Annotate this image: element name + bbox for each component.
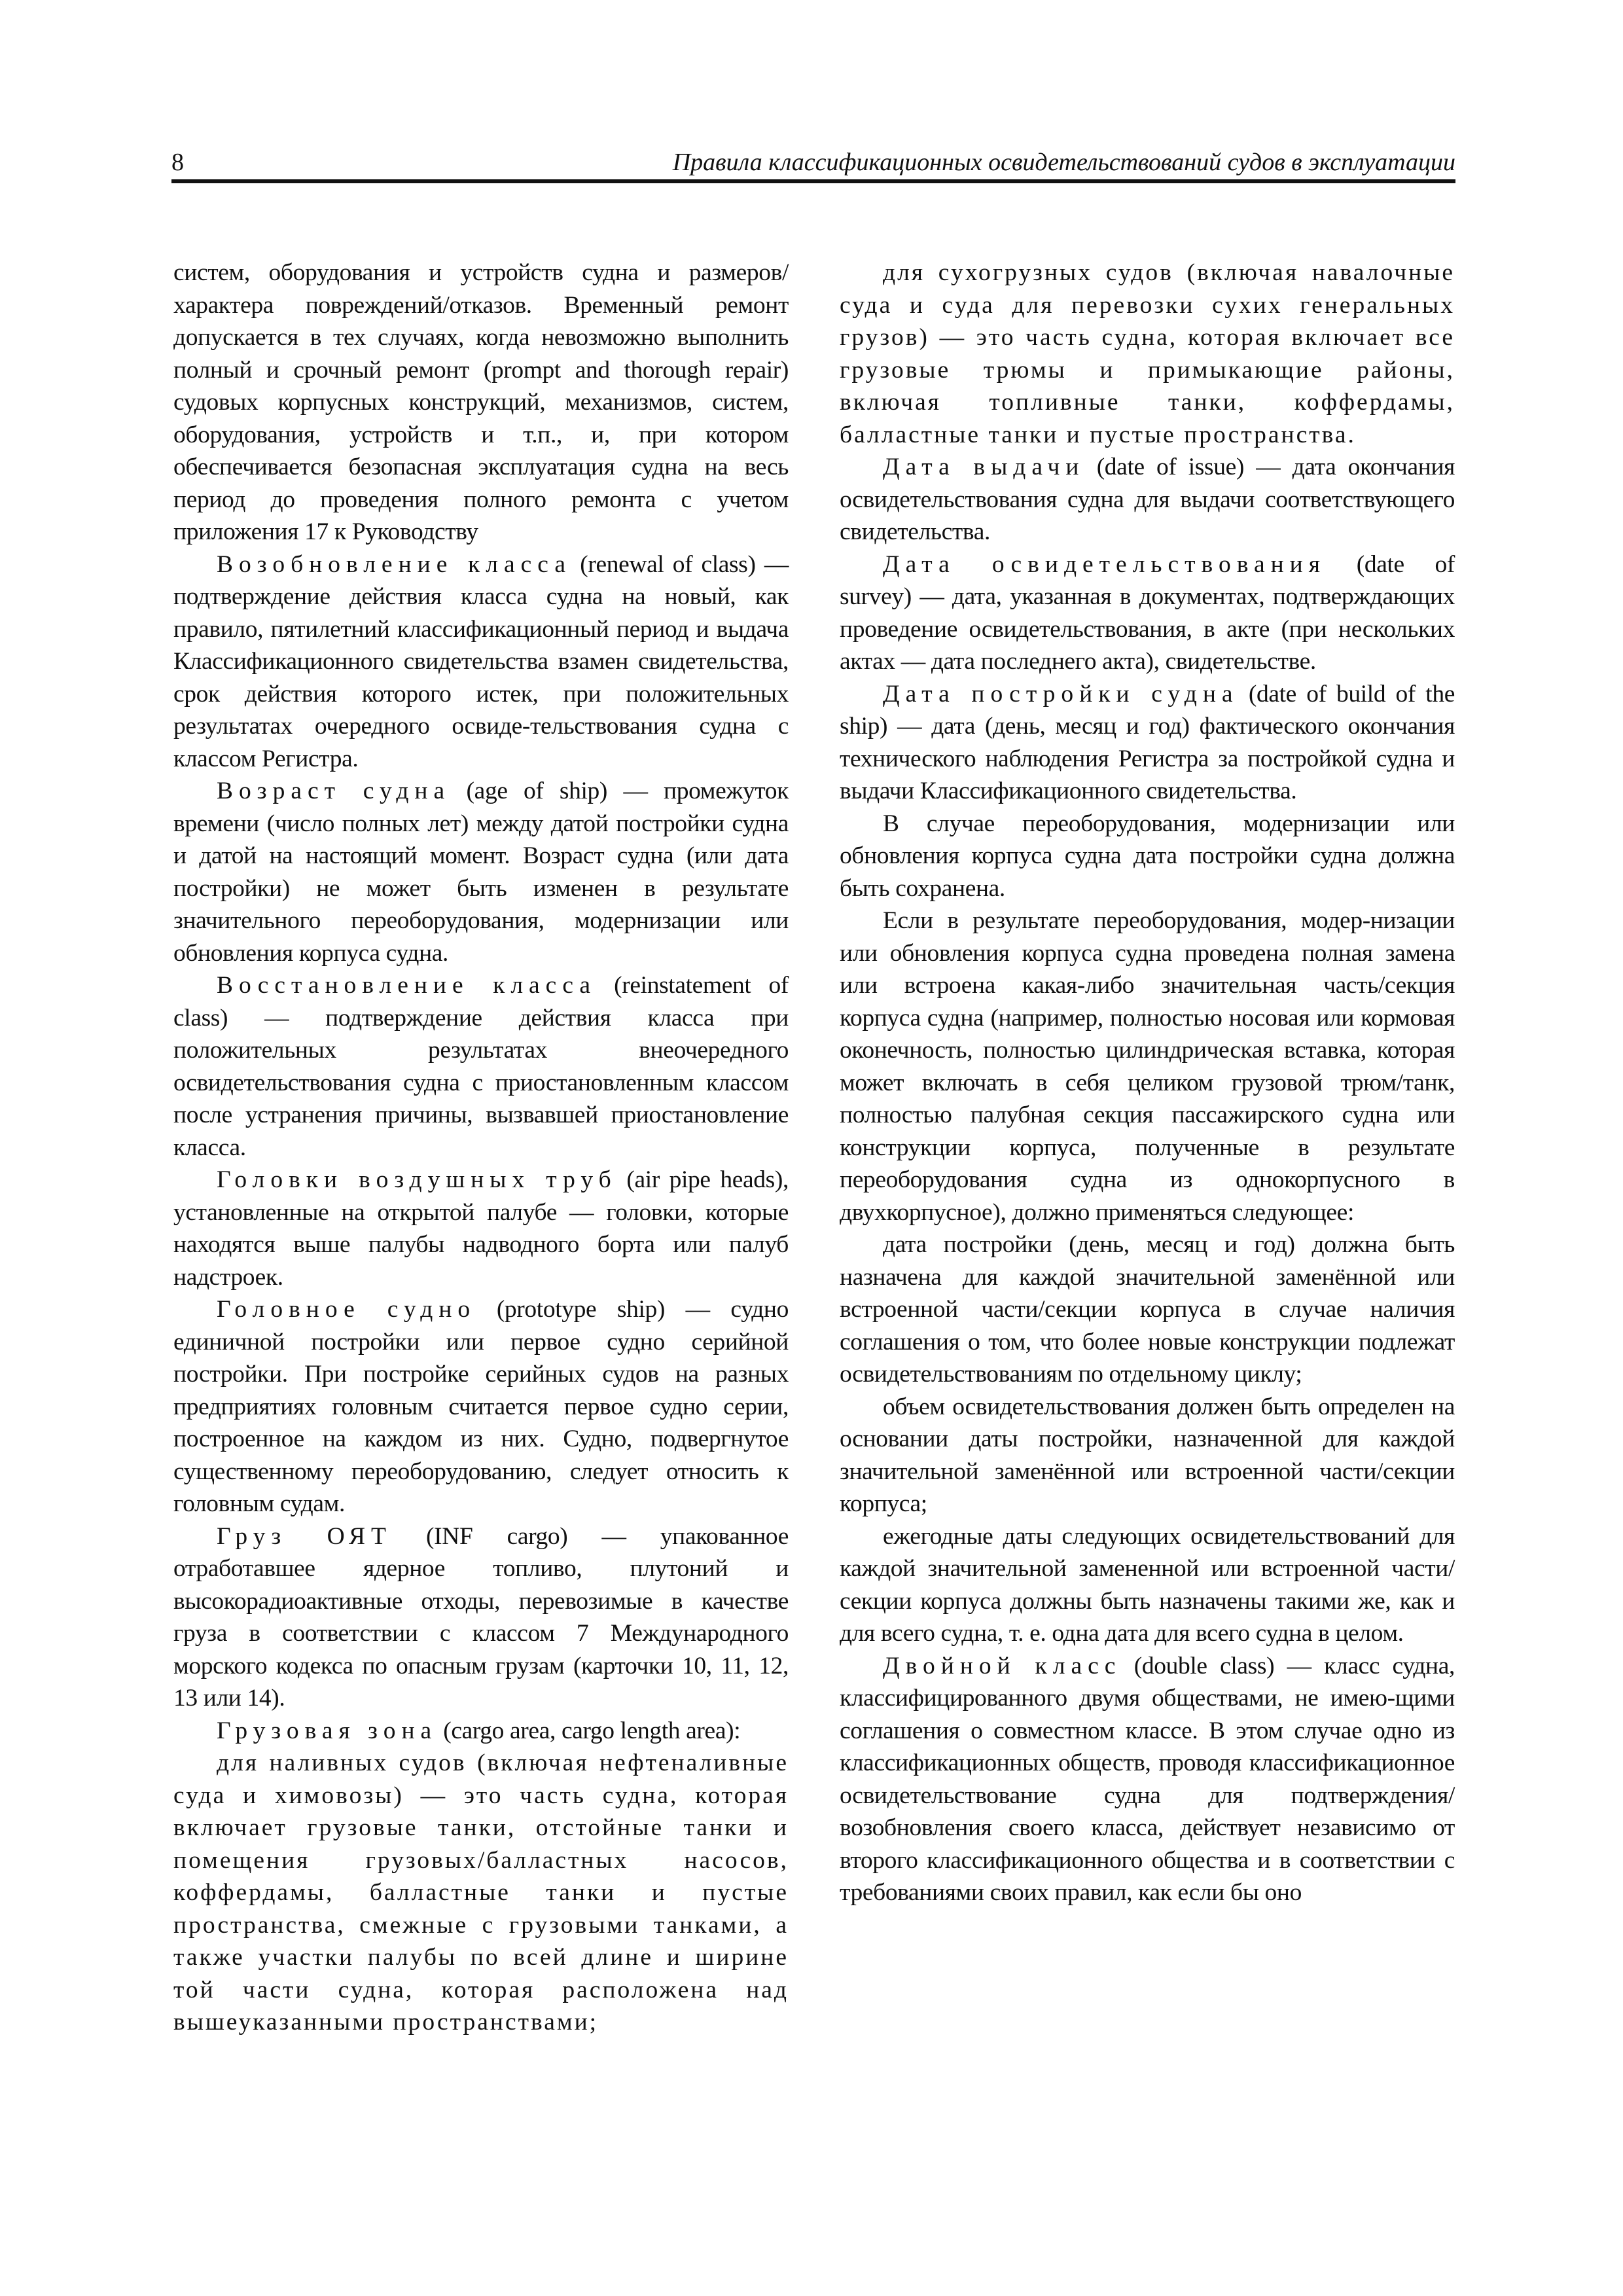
definition-text: (cargo area, cargo length area): bbox=[437, 1717, 741, 1744]
paragraph: систем, оборудования и устройств судна и размеров/характера повреждений/отказов. Временный ремонт допускается в тех случаях, когда невозможно выполнить полный и срочный ремонт (prompt and thorough repair) судовых корпусных конструкций, механизмов, систем, оборудования, устройств и т.п., и, при котором обеспечивается безопасная эксплуатация судна на весь период до проведения полного ремонта с учетом приложения 17 к Руководству bbox=[173, 259, 789, 545]
defined-term: Головки воздушных труб bbox=[217, 1166, 617, 1193]
definition-text: (reinstatement of class) — подтверждение действия класса при положительных результатах внеочередного освидетельствования судна с приостановленным классом после устранения причины, вызвавшей приостановление класса. bbox=[173, 972, 789, 1161]
definition-paragraph bbox=[173, 1715, 789, 1748]
defined-term: Возобновление класса bbox=[217, 550, 571, 578]
right-column bbox=[840, 257, 1455, 1909]
definition-text: (renewal of class) — подтверждение действия класса судна на новый, как правило, пятилетний классификационный период и выдача Классификационного свидетельства взамен свидетельства, срок действия которого истек, при положительных результатах очередного освиде-тельствования судна с классом Регистра. bbox=[173, 550, 789, 772]
paragraph: В случае переоборудования, модернизации или обновления корпуса судна дата постройки судна должна быть сохранена. bbox=[840, 810, 1455, 902]
definition-text: (date of issue) — дата окончания освидетельствования судна для выдачи соответствующего свидетельства. bbox=[840, 454, 1455, 545]
paragraph: объем освидетельствования должен быть определен на основании даты постройки, назначенной для каждой значительной заменённой или встроенной части/секции корпуса; bbox=[840, 1393, 1455, 1517]
defined-term: Груз ОЯТ bbox=[217, 1522, 392, 1550]
definition-paragraph bbox=[840, 548, 1455, 678]
definition-paragraph bbox=[840, 1650, 1455, 1909]
definition-paragraph bbox=[840, 451, 1455, 548]
defined-term: Восстановление класса bbox=[217, 972, 597, 999]
definition-paragraph bbox=[173, 1293, 789, 1520]
paragraph: ежегодные даты следующих освидетельствований для каждой значительной замененной или встроенной части/секции корпуса должны быть назначены такими же, как и для всего судна, т. е. одна дата для всего судна в целом. bbox=[840, 1522, 1455, 1647]
defined-term: Дата выдачи bbox=[883, 454, 1085, 480]
defined-term: Грузовая зона bbox=[217, 1717, 438, 1744]
paragraph: для сухогрузных судов (включая навалочные суда и суда для перевозки сухих генеральных грузов) — это часть судна, которая включает все грузовые трюмы и примыкающие районы, включая топливные танки, коффердамы, балластные танки и пустые пространства. bbox=[840, 259, 1455, 448]
defined-term: Дата освидетельствования bbox=[883, 550, 1326, 578]
defined-term: Возраст судна bbox=[217, 778, 451, 804]
paragraph: для наливных судов (включая нефтеналивные суда и химовозы) — это часть судна, которая включает грузовые танки, отстойные танки и помещения грузовых/балластных насосов, коффердамы, балластные танки и пустые пространства, смежные с грузовыми танками, а также участки палубы по всей длине и ширине той части судна, которая расположена над вышеуказанными пространствами; bbox=[173, 1749, 789, 2036]
running-title: Правила классификационных освидетельствований судов в эксплуатации bbox=[672, 149, 1455, 176]
definition-text: (prototype ship) — судно единичной постройки или первое судно серийной постройки. При постройке серийных судов на разных предприятиях головным считается первое судно серии, построенное на каждом из них. Судно, подвергнутое существенному переоборудованию, следует относить к головным судам. bbox=[173, 1296, 789, 1517]
page-number: 8 bbox=[171, 149, 184, 176]
header-rule bbox=[171, 179, 1455, 183]
definition-paragraph bbox=[840, 678, 1455, 808]
page-header bbox=[171, 145, 1455, 179]
definition-text: (date of survey) — дата, указанная в документах, подтверждающих проведение освидетельствования, в акте (при нескольких актах — дата последнего акта), свидетельстве. bbox=[840, 550, 1455, 675]
definition-paragraph bbox=[173, 969, 789, 1164]
defined-term: Головное судно bbox=[217, 1296, 476, 1323]
definition-text: (date of build of the ship) — дата (день, месяц и год) фактического окончания технического наблюдения Регистра за постройкой судна и выдачи Классификационного свидетельства. bbox=[840, 680, 1455, 804]
defined-term: Двойной класс bbox=[883, 1652, 1122, 1679]
definition-text: (age of ship) — промежуток времени (число полных лет) между датой постройки судна и датой на настоящий момент. Возраст судна (или дата постройки) не может быть изменен в результате значительного переоборудования, модернизации или обновления корпуса судна. bbox=[173, 778, 789, 967]
definition-paragraph bbox=[173, 775, 789, 969]
paragraph: дата постройки (день, месяц и год) должна быть назначена для каждой значительной заменённой или встроенной части/секции корпуса в случае наличия соглашения о том, что более новые конструкции подлежат освидетельствованиям по отдельному циклу; bbox=[840, 1231, 1455, 1388]
definition-paragraph bbox=[173, 1520, 789, 1715]
definition-text: (INF cargo) — упакованное отработавшее ядерное топливо, плутоний и высокорадиоактивные отходы, перевозимые в качестве груза в соответствии с классом 7 Международного морского кодекса по опасным грузам (карточки 10, 11, 12, 13 или 14). bbox=[173, 1522, 789, 1712]
definition-text: (air pipe heads), установленные на открытой палубе — головки, которые находятся выше палубы надводного борта или палуб надстроек. bbox=[173, 1166, 789, 1291]
left-column bbox=[173, 257, 789, 2039]
definition-paragraph bbox=[173, 1164, 789, 1293]
definition-paragraph bbox=[173, 548, 789, 776]
definition-text: (double class) — класс судна, классифицированного двумя обществами, не имею-щими соглашения о совместном классе. В этом случае одно из классификационных обществ, проводя классификационное освидетельствование судна для подтверждения/возобновления своего класса, действует независимо от второго классификационного общества и в соответствии с требованиями своих правил, как если бы оно bbox=[840, 1652, 1455, 1906]
defined-term: Дата постройки судна bbox=[883, 680, 1239, 708]
paragraph: Если в результате переоборудования, модер-низации или обновления корпуса судна проведена полная замена или встроена какая-либо значительная часть/секция корпуса судна (например, полностью носовая или кормовая оконечность, полностью цилиндрическая вставка, которая может включать в себя целиком грузовой трюм/танк, полностью палубная секция пассажирского судна или конструкции корпуса, полученные в результате переоборудования судна из однокорпусного в двухкорпусное), должно применяться следующее: bbox=[840, 907, 1455, 1226]
